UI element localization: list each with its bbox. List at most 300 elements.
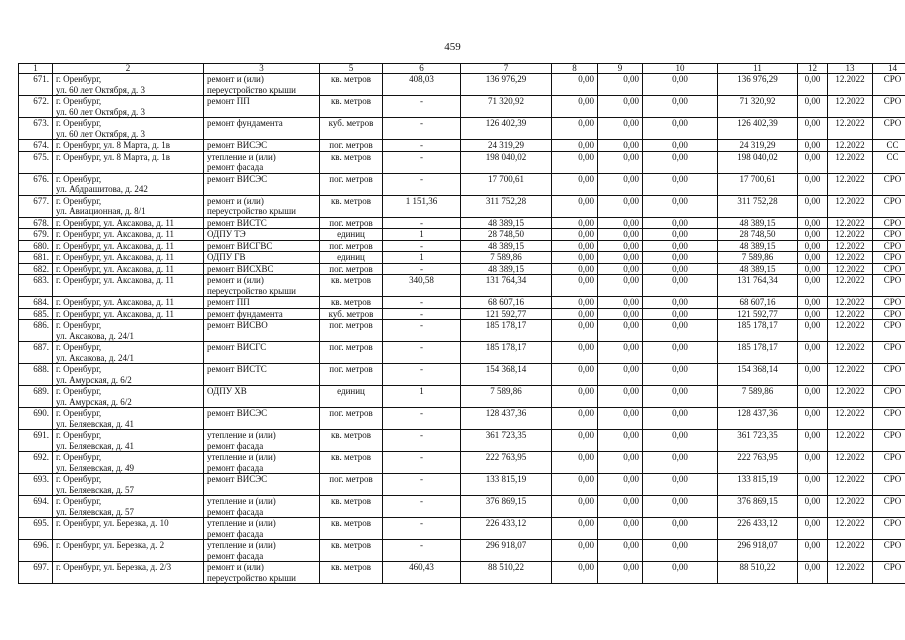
work-type-cell-line: утепление и (или) <box>207 496 276 506</box>
quantity-cell: - <box>383 452 461 474</box>
row-number-cell: 689. <box>19 386 53 408</box>
completion-date-cell: 12.2022 <box>828 74 873 96</box>
work-type-cell-line: ремонт ВИСГВС <box>207 240 273 251</box>
table-row <box>19 496 905 518</box>
funding-method-cell: СРО <box>873 518 905 540</box>
row-number-cell: 673. <box>19 118 53 140</box>
completion-date-cell: 12.2022 <box>828 96 873 118</box>
work-type-cell-line: ремонт ВИСЭС <box>207 173 268 184</box>
address-cell <box>53 96 204 118</box>
work-type-cell-line: ремонт ВИСТС <box>207 364 267 374</box>
column-number: 12 <box>798 64 828 74</box>
fund-cost-cell: 376 869,15 <box>718 496 798 518</box>
value-cell: 0,00 <box>798 408 828 430</box>
value-cell: 0,00 <box>643 275 718 297</box>
funding-method-cell: СРО <box>873 452 905 474</box>
value-cell: 0,00 <box>798 540 828 562</box>
work-type-cell <box>204 74 320 96</box>
completion-date-cell: 12.2022 <box>828 408 873 430</box>
funding-method-cell: СРО <box>873 496 905 518</box>
quantity-cell: 408,03 <box>383 74 461 96</box>
row-number-cell: 677. <box>19 195 53 217</box>
unit-cell: пог. метров <box>320 364 383 386</box>
work-type-cell <box>204 562 320 584</box>
value-cell: 0,00 <box>643 297 718 309</box>
completion-date-cell: 12.2022 <box>828 140 873 152</box>
value-cell: 0,00 <box>643 229 718 241</box>
unit-cell: единиц <box>320 252 383 264</box>
completion-date-cell: 12.2022 <box>828 229 873 241</box>
table-row <box>19 474 905 496</box>
value-cell: 0,00 <box>598 408 643 430</box>
table-row <box>19 297 905 309</box>
fund-cost-cell: 48 389,15 <box>718 217 798 229</box>
address-cell-line: г. Оренбург, <box>56 364 102 374</box>
value-cell: 0,00 <box>598 173 643 195</box>
address-cell-line: г. Оренбург, <box>56 320 102 330</box>
work-type-cell <box>204 96 320 118</box>
value-cell: 0,00 <box>598 308 643 320</box>
value-cell: 0,00 <box>798 151 828 173</box>
work-type-cell <box>204 540 320 562</box>
completion-date-cell: 12.2022 <box>828 342 873 364</box>
value-cell: 0,00 <box>552 195 598 217</box>
value-cell: 0,00 <box>598 229 643 241</box>
value-cell: 0,00 <box>798 320 828 342</box>
funding-method-cell: СРО <box>873 252 905 264</box>
work-type-cell <box>204 308 320 320</box>
unit-cell: кв. метров <box>320 151 383 173</box>
unit-cell: кв. метров <box>320 452 383 474</box>
completion-date-cell: 12.2022 <box>828 297 873 309</box>
funding-method-cell: СРО <box>873 240 905 252</box>
total-cost-cell: 17 700,61 <box>461 173 552 195</box>
row-number-cell: 678. <box>19 217 53 229</box>
work-type-cell <box>204 496 320 518</box>
work-type-cell-line: ремонт ВИСВО <box>207 320 268 330</box>
column-number: 1 <box>19 64 53 74</box>
total-cost-cell: 71 320,92 <box>461 96 552 118</box>
value-cell: 0,00 <box>598 342 643 364</box>
work-type-cell-line: ремонт фундамента <box>207 118 283 128</box>
work-type-cell-line: ОДПУ ТЭ <box>207 229 246 239</box>
fund-cost-cell: 222 763,95 <box>718 452 798 474</box>
value-cell: 0,00 <box>798 74 828 96</box>
address-cell-line: г. Оренбург, <box>56 195 102 206</box>
total-cost-cell: 68 607,16 <box>461 297 552 309</box>
address-cell-line: г. Оренбург, <box>56 118 102 128</box>
quantity-cell: 1 <box>383 386 461 408</box>
quantity-cell: - <box>383 474 461 496</box>
page-number: 459 <box>444 41 461 53</box>
table-row <box>19 386 905 408</box>
row-number-cell: 675. <box>19 151 53 173</box>
value-cell: 0,00 <box>552 518 598 540</box>
address-cell-line: ул. Амурская, д. 6/2 <box>56 396 132 407</box>
table-row <box>19 430 905 452</box>
value-cell: 0,00 <box>798 364 828 386</box>
total-cost-cell: 133 815,19 <box>461 474 552 496</box>
unit-cell: пог. метров <box>320 140 383 152</box>
work-type-cell-line: переустройство крыши <box>207 84 296 95</box>
work-type-cell-line: переустройство крыши <box>207 572 296 583</box>
funding-method-cell: СРО <box>873 229 905 241</box>
quantity-cell: 1 151,36 <box>383 195 461 217</box>
work-type-cell-line: ремонт фасада <box>207 462 264 473</box>
address-cell-line: ул. Беляевская, д. 57 <box>56 506 135 517</box>
funding-method-cell: СРО <box>873 562 905 584</box>
value-cell: 0,00 <box>798 496 828 518</box>
address-cell-line: ул. 60 лет Октября, д. 3 <box>56 128 146 139</box>
completion-date-cell: 12.2022 <box>828 518 873 540</box>
row-number-cell: 696. <box>19 540 53 562</box>
total-cost-cell: 311 752,28 <box>461 195 552 217</box>
address-cell <box>53 342 204 364</box>
unit-cell: пог. метров <box>320 217 383 229</box>
value-cell: 0,00 <box>798 140 828 152</box>
value-cell: 0,00 <box>643 320 718 342</box>
address-cell-line: ул. 60 лет Октября, д. 3 <box>56 106 146 117</box>
value-cell: 0,00 <box>643 386 718 408</box>
fund-cost-cell: 131 764,34 <box>718 275 798 297</box>
work-type-cell-line: ремонт фасада <box>207 506 264 517</box>
completion-date-cell: 12.2022 <box>828 151 873 173</box>
table-row <box>19 408 905 430</box>
unit-cell: кв. метров <box>320 275 383 297</box>
value-cell: 0,00 <box>643 217 718 229</box>
value-cell: 0,00 <box>798 263 828 275</box>
work-type-cell <box>204 430 320 452</box>
fund-cost-cell: 48 389,15 <box>718 240 798 252</box>
table-row <box>19 229 905 241</box>
table-row <box>19 308 905 320</box>
value-cell: 0,00 <box>552 308 598 320</box>
value-cell: 0,00 <box>598 118 643 140</box>
quantity-cell: - <box>383 430 461 452</box>
work-type-cell <box>204 386 320 408</box>
work-type-cell-line: утепление и (или) <box>207 430 276 440</box>
value-cell: 0,00 <box>598 518 643 540</box>
value-cell: 0,00 <box>798 452 828 474</box>
value-cell: 0,00 <box>798 518 828 540</box>
unit-cell: кв. метров <box>320 496 383 518</box>
address-cell <box>53 474 204 496</box>
address-cell <box>53 217 204 229</box>
total-cost-cell: 48 389,15 <box>461 263 552 275</box>
work-type-cell <box>204 151 320 173</box>
work-type-cell <box>204 263 320 275</box>
value-cell: 0,00 <box>552 217 598 229</box>
value-cell: 0,00 <box>643 140 718 152</box>
column-number: 8 <box>552 64 598 74</box>
value-cell: 0,00 <box>643 408 718 430</box>
table-row <box>19 562 905 584</box>
value-cell: 0,00 <box>643 562 718 584</box>
value-cell: 0,00 <box>798 308 828 320</box>
address-cell <box>53 173 204 195</box>
row-number-cell: 684. <box>19 297 53 309</box>
fund-cost-cell: 48 389,15 <box>718 263 798 275</box>
value-cell: 0,00 <box>643 308 718 320</box>
value-cell: 0,00 <box>598 562 643 584</box>
unit-cell: куб. метров <box>320 308 383 320</box>
value-cell: 0,00 <box>598 452 643 474</box>
work-type-cell-line: переустройство крыши <box>207 285 296 296</box>
funding-method-cell: СРО <box>873 540 905 562</box>
address-cell <box>53 518 204 540</box>
total-cost-cell: 28 748,50 <box>461 229 552 241</box>
address-cell-line: ул. Беляевская, д. 41 <box>56 440 135 451</box>
funding-method-cell: СРО <box>873 195 905 217</box>
value-cell: 0,00 <box>598 496 643 518</box>
row-number-cell: 695. <box>19 518 53 540</box>
value-cell: 0,00 <box>552 74 598 96</box>
row-number-cell: 697. <box>19 562 53 584</box>
funding-method-cell: СС <box>873 140 905 152</box>
address-cell <box>53 263 204 275</box>
funding-method-cell: СРО <box>873 217 905 229</box>
completion-date-cell: 12.2022 <box>828 540 873 562</box>
column-number: 5 <box>320 64 383 74</box>
value-cell: 0,00 <box>552 342 598 364</box>
unit-cell: кв. метров <box>320 96 383 118</box>
quantity-cell: - <box>383 140 461 152</box>
value-cell: 0,00 <box>798 229 828 241</box>
table-row <box>19 252 905 264</box>
unit-cell: пог. метров <box>320 408 383 430</box>
column-number: 14 <box>873 64 905 74</box>
table-row <box>19 173 905 195</box>
unit-cell: кв. метров <box>320 562 383 584</box>
total-cost-cell: 154 368,14 <box>461 364 552 386</box>
work-type-cell <box>204 217 320 229</box>
value-cell: 0,00 <box>552 229 598 241</box>
value-cell: 0,00 <box>552 408 598 430</box>
work-type-cell-line: ремонт фасада <box>207 550 264 561</box>
row-number-cell: 686. <box>19 320 53 342</box>
work-type-cell <box>204 173 320 195</box>
row-number-cell: 679. <box>19 229 53 241</box>
unit-cell: пог. метров <box>320 342 383 364</box>
value-cell: 0,00 <box>643 430 718 452</box>
address-cell-line: г. Оренбург, ул. Березка, д. 2/3 <box>56 562 172 572</box>
quantity-cell: - <box>383 263 461 275</box>
address-cell-line: г. Оренбург, ул. Аксакова, д. 11 <box>56 297 175 307</box>
funding-method-cell: СРО <box>873 297 905 309</box>
completion-date-cell: 12.2022 <box>828 173 873 195</box>
value-cell: 0,00 <box>552 452 598 474</box>
value-cell: 0,00 <box>598 240 643 252</box>
work-type-cell-line: ремонт ВИСЭС <box>207 474 268 484</box>
completion-date-cell: 12.2022 <box>828 430 873 452</box>
quantity-cell: - <box>383 342 461 364</box>
value-cell: 0,00 <box>643 540 718 562</box>
address-cell-line: г. Оренбург, ул. Березка, д. 10 <box>56 518 169 528</box>
total-cost-cell: 136 976,29 <box>461 74 552 96</box>
value-cell: 0,00 <box>643 263 718 275</box>
address-cell <box>53 386 204 408</box>
completion-date-cell: 12.2022 <box>828 263 873 275</box>
work-type-cell-line: ремонт ВИСТС <box>207 217 267 228</box>
total-cost-cell: 7 589,86 <box>461 386 552 408</box>
address-cell-line: г. Оренбург, <box>56 408 102 418</box>
unit-cell: пог. метров <box>320 240 383 252</box>
address-cell-line: г. Оренбург, ул. Аксакова, д. 11 <box>56 308 175 319</box>
total-cost-cell: 128 437,36 <box>461 408 552 430</box>
address-cell <box>53 540 204 562</box>
work-type-cell-line: утепление и (или) <box>207 452 276 462</box>
value-cell: 0,00 <box>552 151 598 173</box>
address-cell-line: г. Оренбург, ул. 8 Марта, д. 1в <box>56 151 170 162</box>
address-cell <box>53 229 204 241</box>
row-number-cell: 692. <box>19 452 53 474</box>
address-cell-line: г. Оренбург, ул. Березка, д. 2 <box>56 540 165 550</box>
column-number: 11 <box>718 64 798 74</box>
total-cost-cell: 131 764,34 <box>461 275 552 297</box>
value-cell: 0,00 <box>552 96 598 118</box>
address-cell-line: ул. Аксакова, д. 24/1 <box>56 330 134 341</box>
value-cell: 0,00 <box>598 297 643 309</box>
work-type-cell-line: ремонт ПП <box>207 96 250 106</box>
address-cell-line: г. Оренбург, ул. Аксакова, д. 11 <box>56 240 175 251</box>
total-cost-cell: 48 389,15 <box>461 217 552 229</box>
value-cell: 0,00 <box>552 430 598 452</box>
value-cell: 0,00 <box>598 74 643 96</box>
funding-method-cell: СРО <box>873 74 905 96</box>
address-cell <box>53 496 204 518</box>
address-cell-line: г. Оренбург, <box>56 342 102 352</box>
address-cell <box>53 308 204 320</box>
value-cell: 0,00 <box>798 252 828 264</box>
work-type-cell-line: ОДПУ ГВ <box>207 252 246 262</box>
value-cell: 0,00 <box>552 297 598 309</box>
table-row <box>19 540 905 562</box>
repair-register-table <box>18 63 905 584</box>
value-cell: 0,00 <box>798 240 828 252</box>
fund-cost-cell: 154 368,14 <box>718 364 798 386</box>
work-type-cell <box>204 140 320 152</box>
fund-cost-cell: 296 918,07 <box>718 540 798 562</box>
value-cell: 0,00 <box>643 364 718 386</box>
value-cell: 0,00 <box>798 217 828 229</box>
work-type-cell-line: ремонт и (или) <box>207 195 264 206</box>
table-row <box>19 151 905 173</box>
work-type-cell <box>204 474 320 496</box>
column-number-row <box>19 64 905 74</box>
value-cell: 0,00 <box>798 118 828 140</box>
value-cell: 0,00 <box>643 74 718 96</box>
work-type-cell <box>204 118 320 140</box>
unit-cell: кв. метров <box>320 297 383 309</box>
address-cell-line: ул. Авиационная, д. 8/1 <box>56 206 146 216</box>
total-cost-cell: 376 869,15 <box>461 496 552 518</box>
value-cell: 0,00 <box>643 452 718 474</box>
value-cell: 0,00 <box>598 263 643 275</box>
completion-date-cell: 12.2022 <box>828 275 873 297</box>
funding-method-cell: СРО <box>873 275 905 297</box>
total-cost-cell: 361 723,35 <box>461 430 552 452</box>
table-row <box>19 275 905 297</box>
value-cell: 0,00 <box>798 342 828 364</box>
total-cost-cell: 222 763,95 <box>461 452 552 474</box>
address-cell <box>53 252 204 264</box>
quantity-cell: 1 <box>383 252 461 264</box>
row-number-cell: 671. <box>19 74 53 96</box>
address-cell-line: г. Оренбург, <box>56 474 102 484</box>
fund-cost-cell: 128 437,36 <box>718 408 798 430</box>
address-cell <box>53 275 204 297</box>
fund-cost-cell: 121 592,77 <box>718 308 798 320</box>
value-cell: 0,00 <box>798 195 828 217</box>
table-row <box>19 452 905 474</box>
row-number-cell: 680. <box>19 240 53 252</box>
fund-cost-cell: 185 178,17 <box>718 320 798 342</box>
work-type-cell-line: ремонт фундамента <box>207 308 283 319</box>
total-cost-cell: 88 510,22 <box>461 562 552 584</box>
unit-cell: кв. метров <box>320 74 383 96</box>
row-number-cell: 683. <box>19 275 53 297</box>
work-type-cell-line: ремонт ВИСЭС <box>207 408 268 418</box>
table-row <box>19 140 905 152</box>
quantity-cell: 460,43 <box>383 562 461 584</box>
unit-cell: кв. метров <box>320 540 383 562</box>
quantity-cell: - <box>383 518 461 540</box>
value-cell: 0,00 <box>552 275 598 297</box>
quantity-cell: - <box>383 118 461 140</box>
total-cost-cell: 226 433,12 <box>461 518 552 540</box>
completion-date-cell: 12.2022 <box>828 118 873 140</box>
table-row <box>19 240 905 252</box>
fund-cost-cell: 198 040,02 <box>718 151 798 173</box>
quantity-cell: - <box>383 364 461 386</box>
address-cell <box>53 320 204 342</box>
table-row <box>19 342 905 364</box>
completion-date-cell: 12.2022 <box>828 195 873 217</box>
row-number-cell: 694. <box>19 496 53 518</box>
completion-date-cell: 12.2022 <box>828 308 873 320</box>
fund-cost-cell: 88 510,22 <box>718 562 798 584</box>
table-row <box>19 118 905 140</box>
fund-cost-cell: 133 815,19 <box>718 474 798 496</box>
table-header <box>19 64 905 74</box>
funding-method-cell: СРО <box>873 430 905 452</box>
address-cell <box>53 118 204 140</box>
work-type-cell <box>204 518 320 540</box>
work-type-cell-line: ремонт фасада <box>207 440 264 451</box>
fund-cost-cell: 311 752,28 <box>718 195 798 217</box>
fund-cost-cell: 361 723,35 <box>718 430 798 452</box>
address-cell-line: г. Оренбург, <box>56 430 102 440</box>
value-cell: 0,00 <box>598 96 643 118</box>
address-cell-line: ул. Беляевская, д. 49 <box>56 462 135 473</box>
value-cell: 0,00 <box>798 430 828 452</box>
work-type-cell-line: ремонт ВИСЭС <box>207 140 268 150</box>
work-type-cell-line: утепление и (или) <box>207 151 276 162</box>
row-number-cell: 687. <box>19 342 53 364</box>
address-cell-line: г. Оренбург, ул. Аксакова, д. 11 <box>56 252 175 262</box>
value-cell: 0,00 <box>552 562 598 584</box>
total-cost-cell: 296 918,07 <box>461 540 552 562</box>
work-type-cell <box>204 252 320 264</box>
value-cell: 0,00 <box>798 297 828 309</box>
funding-method-cell: СРО <box>873 364 905 386</box>
address-cell-line: ул. Аксакова, д. 24/1 <box>56 352 134 363</box>
address-cell-line: г. Оренбург, <box>56 452 102 462</box>
address-cell-line: г. Оренбург, ул. Аксакова, д. 11 <box>56 229 175 239</box>
work-type-cell-line: ремонт фасада <box>207 528 264 539</box>
completion-date-cell: 12.2022 <box>828 240 873 252</box>
row-number-cell: 681. <box>19 252 53 264</box>
